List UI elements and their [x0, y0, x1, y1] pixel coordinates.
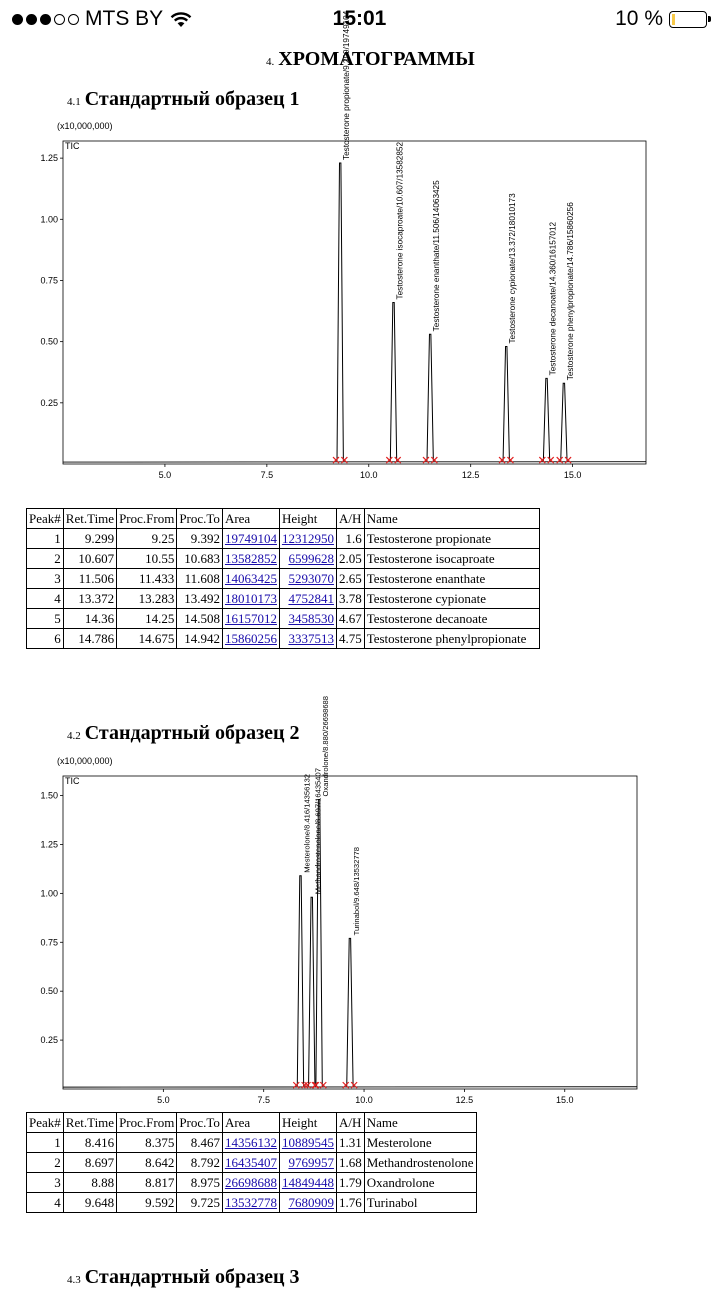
table-cell: 14.508 — [177, 609, 223, 629]
peak-trace — [297, 876, 303, 1087]
column-header: Name — [364, 1113, 476, 1133]
table-cell: 9.648 — [63, 1193, 116, 1213]
sample-3-number: 4.3 — [67, 1274, 81, 1286]
table-row — [27, 549, 540, 569]
y-tick-label: 0.75 — [40, 275, 58, 285]
table-cell: 9.725 — [177, 1193, 223, 1213]
compound-name: Testosterone decanoate — [364, 609, 539, 629]
table-cell: 3 — [27, 1173, 64, 1193]
chromatogram-2-plot — [25, 764, 645, 1112]
peak-trace — [309, 897, 315, 1087]
table-header-row — [27, 1113, 477, 1133]
table-cell: 3 — [27, 569, 64, 589]
peak-trace — [390, 303, 396, 463]
height-link[interactable]: 4752841 — [279, 589, 336, 609]
table-cell: 4 — [27, 1193, 64, 1213]
sample-2-title: Стандартный образец 2 — [85, 722, 300, 744]
peak-table-2 — [26, 1112, 477, 1213]
battery-percent: 10 % — [615, 7, 663, 31]
table-cell: 1.31 — [336, 1133, 364, 1153]
column-header: Proc.To — [177, 1113, 223, 1133]
y-tick-label: 0.75 — [40, 937, 58, 947]
column-header: Name — [364, 509, 539, 529]
area-link[interactable]: 19749104 — [222, 529, 279, 549]
table-cell: 11.608 — [177, 569, 223, 589]
column-header: Ret.Time — [63, 1113, 116, 1133]
plot-frame — [63, 776, 637, 1089]
compound-name: Testosterone cypionate — [364, 589, 539, 609]
table-cell: 8.975 — [177, 1173, 223, 1193]
compound-name: Testosterone isocaproate — [364, 549, 539, 569]
table-cell: 8.792 — [177, 1153, 223, 1173]
signal-label: TIC — [65, 141, 80, 151]
area-link[interactable]: 16157012 — [222, 609, 279, 629]
column-header: Proc.From — [117, 1113, 177, 1133]
sample-1-number: 4.1 — [67, 96, 81, 108]
table-cell: 5 — [27, 609, 64, 629]
table-cell: 9.25 — [117, 529, 177, 549]
peak-label: Testosterone cypionate/13.372/18010173 — [508, 193, 517, 344]
y-tick-label: 0.50 — [40, 986, 58, 996]
table-cell: 9.592 — [117, 1193, 177, 1213]
table-cell: 14.675 — [117, 629, 177, 649]
sample-3-title: Стандартный образец 3 — [85, 1266, 300, 1288]
height-link[interactable]: 9769957 — [279, 1153, 336, 1173]
sample-2-number: 4.2 — [67, 730, 81, 742]
table-cell: 1 — [27, 1133, 64, 1153]
y-tick-label: 1.25 — [40, 839, 58, 849]
x-tick-label: 7.5 — [257, 1095, 270, 1105]
compound-name: Testosterone propionate — [364, 529, 539, 549]
area-link[interactable]: 26698688 — [222, 1173, 279, 1193]
column-header: Area — [222, 509, 279, 529]
table-cell: 8.416 — [63, 1133, 116, 1153]
table-row — [27, 529, 540, 549]
x-tick-label: 5.0 — [157, 1095, 170, 1105]
x-tick-label: 5.0 — [159, 470, 172, 480]
peak-label: Testosterone decanoate/14.360/16157012 — [549, 221, 558, 375]
section-title: ХРОМАТОГРАММЫ — [278, 48, 475, 70]
table-cell: 11.506 — [63, 569, 116, 589]
compound-name: Oxandrolone — [364, 1173, 476, 1193]
column-header: Ret.Time — [63, 509, 116, 529]
table-row — [27, 1133, 477, 1153]
table-cell: 2 — [27, 1153, 64, 1173]
x-tick-label: 12.5 — [462, 470, 480, 480]
peak-label: Testosterone enanthate/11.506/14063425 — [432, 180, 441, 331]
column-header: A/H — [336, 1113, 364, 1133]
peak-table-1 — [26, 508, 540, 649]
table-cell: 14.36 — [63, 609, 116, 629]
area-link[interactable]: 13582852 — [222, 549, 279, 569]
table-cell: 4 — [27, 589, 64, 609]
y-tick-label: 0.25 — [40, 398, 58, 408]
column-header: Height — [279, 1113, 336, 1133]
area-link[interactable]: 13532778 — [222, 1193, 279, 1213]
table-cell: 11.433 — [117, 569, 177, 589]
peak-label: Mesterolone/8.416/14356132 — [302, 774, 311, 873]
x-tick-label: 15.0 — [564, 470, 582, 480]
chromatogram-2 — [25, 764, 645, 1117]
height-link[interactable]: 12312950 — [279, 529, 336, 549]
area-link[interactable]: 16435407 — [222, 1153, 279, 1173]
peak-label: Methandrostenolone/8.697/16435407 — [314, 768, 323, 894]
signal-label: TIC — [65, 776, 80, 786]
peak-trace — [561, 383, 567, 462]
table-cell: 2 — [27, 549, 64, 569]
compound-name: Testosterone phenylpropionate — [364, 629, 539, 649]
table-cell: 1.68 — [336, 1153, 364, 1173]
y-tick-label: 0.25 — [40, 1035, 58, 1045]
sample-1-heading — [67, 88, 300, 111]
height-link[interactable]: 6599628 — [279, 549, 336, 569]
column-header: A/H — [336, 509, 364, 529]
compound-name: Testosterone enanthate — [364, 569, 539, 589]
plot-frame — [63, 141, 646, 464]
height-link[interactable]: 7680909 — [279, 1193, 336, 1213]
area-link[interactable]: 18010173 — [222, 589, 279, 609]
table-cell: 9.392 — [177, 529, 223, 549]
table-cell: 6 — [27, 629, 64, 649]
chromatogram-1 — [25, 127, 650, 487]
area-link[interactable]: 14063425 — [222, 569, 279, 589]
compound-name: Mesterolone — [364, 1133, 476, 1153]
table-cell: 4.75 — [336, 629, 364, 649]
table-row — [27, 569, 540, 589]
column-header: Area — [222, 1113, 279, 1133]
height-link[interactable]: 10889545 — [279, 1133, 336, 1153]
table-cell: 14.25 — [117, 609, 177, 629]
section-number: 4. — [266, 56, 274, 68]
y-tick-label: 1.25 — [40, 153, 58, 163]
table-row — [27, 1173, 477, 1193]
area-link[interactable]: 15860256 — [222, 629, 279, 649]
table-cell: 13.283 — [117, 589, 177, 609]
peak-label: Testosterone isocaproate/10.607/13582852 — [396, 142, 405, 300]
table-cell: 10.607 — [63, 549, 116, 569]
table-cell: 4.67 — [336, 609, 364, 629]
compound-name: Methandrostenolone — [364, 1153, 476, 1173]
compound-name: Turinabol — [364, 1193, 476, 1213]
table-cell: 14.786 — [63, 629, 116, 649]
table-row — [27, 629, 540, 649]
column-header: Peak# — [27, 509, 64, 529]
table-cell: 1.76 — [336, 1193, 364, 1213]
chromatogram-1-plot — [25, 127, 650, 482]
peak-label: Testosterone propionate/9.299/19749104 — [342, 10, 351, 160]
table-cell: 1.79 — [336, 1173, 364, 1193]
table-cell: 14.942 — [177, 629, 223, 649]
column-header: Peak# — [27, 1113, 64, 1133]
x-tick-label: 10.0 — [355, 1095, 373, 1105]
table-row — [27, 1153, 477, 1173]
peak-trace — [347, 938, 353, 1087]
sample-1-title: Стандартный образец 1 — [85, 88, 300, 110]
peak-label: Testosterone phenylpropionate/14.786/15860256 — [566, 202, 575, 380]
scale-label: (x10,000,000) — [57, 121, 113, 131]
y-tick-label: 1.00 — [40, 888, 58, 898]
table-cell: 8.88 — [63, 1173, 116, 1193]
peak-label: Oxandrolone/8.880/26698688 — [321, 696, 330, 797]
height-link[interactable]: 14849448 — [279, 1173, 336, 1193]
table-cell: 8.467 — [177, 1133, 223, 1153]
height-link[interactable]: 3337513 — [279, 629, 336, 649]
x-tick-label: 7.5 — [261, 470, 274, 480]
column-header: Height — [279, 509, 336, 529]
peak-trace — [503, 347, 509, 463]
area-link[interactable]: 14356132 — [222, 1133, 279, 1153]
x-tick-label: 15.0 — [556, 1095, 574, 1105]
peak-trace — [543, 378, 549, 462]
table-cell: 13.492 — [177, 589, 223, 609]
table-cell: 2.65 — [336, 569, 364, 589]
clock: 15:01 — [0, 7, 719, 31]
table-cell: 8.817 — [117, 1173, 177, 1193]
table-cell: 10.55 — [117, 549, 177, 569]
table-cell: 10.683 — [177, 549, 223, 569]
peak-label: Turinabol/9.648/13532778 — [352, 847, 361, 935]
height-link[interactable]: 5293070 — [279, 569, 336, 589]
table-row — [27, 609, 540, 629]
y-tick-label: 1.00 — [40, 214, 58, 224]
sample-2-heading — [67, 722, 300, 745]
table-cell: 1.6 — [336, 529, 364, 549]
section-heading — [266, 48, 475, 71]
table-cell: 8.375 — [117, 1133, 177, 1153]
peak-trace — [427, 334, 433, 462]
table-cell: 8.642 — [117, 1153, 177, 1173]
table-cell: 8.697 — [63, 1153, 116, 1173]
x-tick-label: 10.0 — [360, 470, 378, 480]
table-cell: 2.05 — [336, 549, 364, 569]
table-cell: 13.372 — [63, 589, 116, 609]
y-tick-label: 0.50 — [40, 337, 58, 347]
column-header: Proc.From — [117, 509, 177, 529]
column-header: Proc.To — [177, 509, 223, 529]
peak-trace — [337, 163, 343, 462]
table-row — [27, 589, 540, 609]
table-cell: 3.78 — [336, 589, 364, 609]
y-tick-label: 1.50 — [40, 791, 58, 801]
x-tick-label: 12.5 — [456, 1095, 474, 1105]
table-row — [27, 1193, 477, 1213]
table-cell: 1 — [27, 529, 64, 549]
table-cell: 9.299 — [63, 529, 116, 549]
scale-label: (x10,000,000) — [57, 756, 113, 766]
height-link[interactable]: 3458530 — [279, 609, 336, 629]
sample-3-heading — [67, 1266, 300, 1289]
carrier-name: MTS BY — [85, 7, 163, 31]
table-header-row — [27, 509, 540, 529]
